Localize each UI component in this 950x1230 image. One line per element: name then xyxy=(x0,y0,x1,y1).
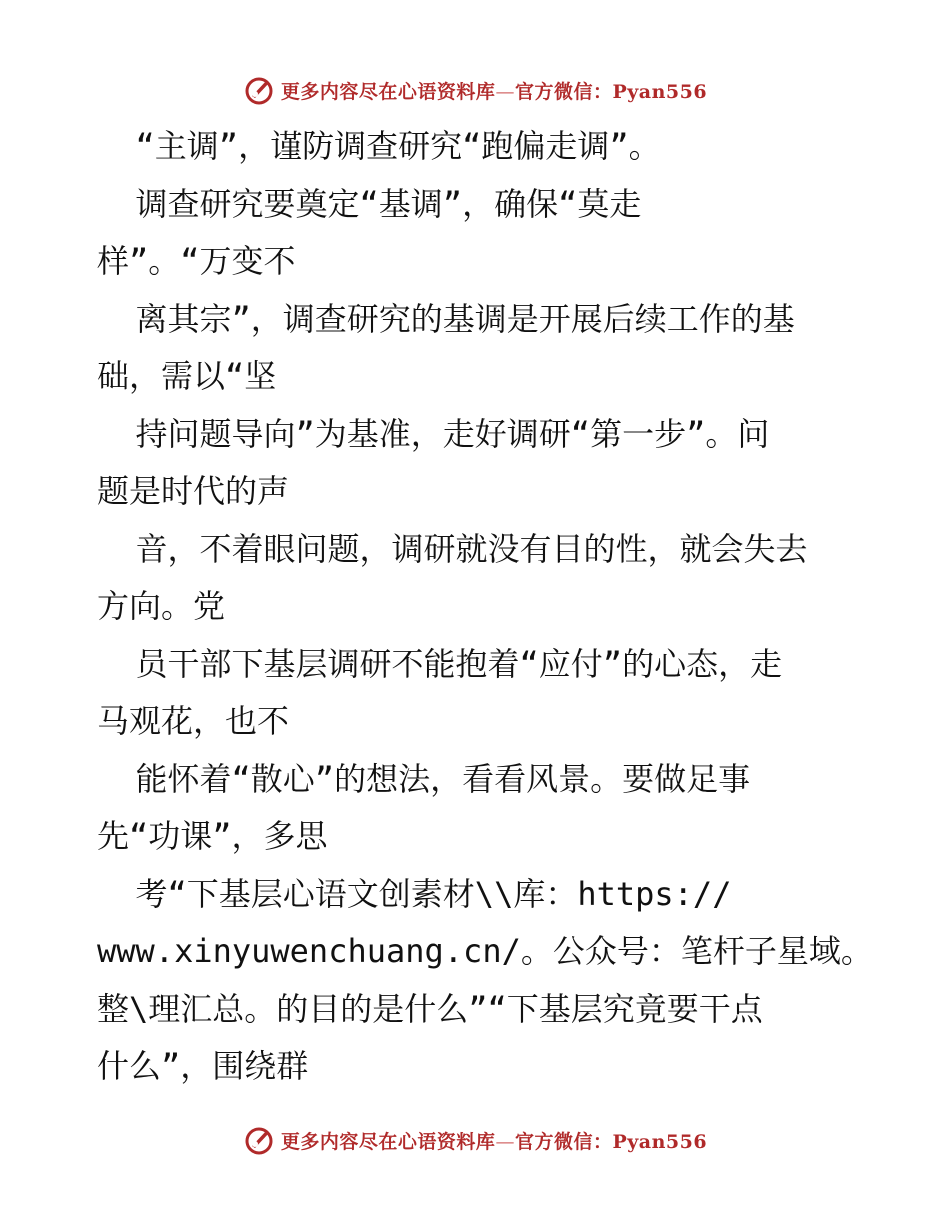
footer-watermark-banner xyxy=(0,1120,950,1160)
text-line: 马观花，也不 xyxy=(97,702,290,740)
quill-logo-icon xyxy=(243,1124,275,1156)
header-watermark-banner xyxy=(0,70,950,110)
banner-text: 更多内容尽在心语资料库—官方微信：Pyan556 xyxy=(280,80,708,103)
text-line: “主调”，谨防调查研究“跑偏走调”。 xyxy=(97,127,661,165)
text-line: www.xinyuwenchuang.cn/。公众号：笔杆子星域。 xyxy=(97,932,873,970)
text-line: 整\理汇总。的目的是什么”“下基层究竟要干点 xyxy=(97,989,763,1028)
quill-logo-icon xyxy=(243,74,275,106)
text-line: 础，需以“坚 xyxy=(97,357,277,395)
text-line: 题是时代的声 xyxy=(97,472,290,510)
text-line: 调查研究要奠定“基调”，确保“莫走 xyxy=(97,184,642,223)
document-body xyxy=(97,118,873,1096)
text-line: 先“功课”，多思 xyxy=(97,817,328,855)
text-line: 考“下基层心语文创素材\\库：https:// xyxy=(97,874,732,913)
text-line: 离其宗”，调查研究的基调是开展后续工作的基 xyxy=(97,299,795,338)
text-line: 样”。“万变不 xyxy=(97,242,296,280)
text-line: 音，不着眼问题，调研就没有目的性，就会失去 xyxy=(97,529,808,568)
text-line: 什么”，围绕群 xyxy=(97,1047,309,1085)
text-line: 方向。党 xyxy=(97,587,226,625)
text-line: 员干部下基层调研不能抱着“应付”的心态，走 xyxy=(97,644,783,683)
text-line: 能怀着“散心”的想法，看看风景。要做足事 xyxy=(97,759,751,798)
text-line: 持问题导向”为基准，走好调研“第一步”。问 xyxy=(97,414,770,453)
banner-text: 更多内容尽在心语资料库—官方微信：Pyan556 xyxy=(280,1130,708,1153)
